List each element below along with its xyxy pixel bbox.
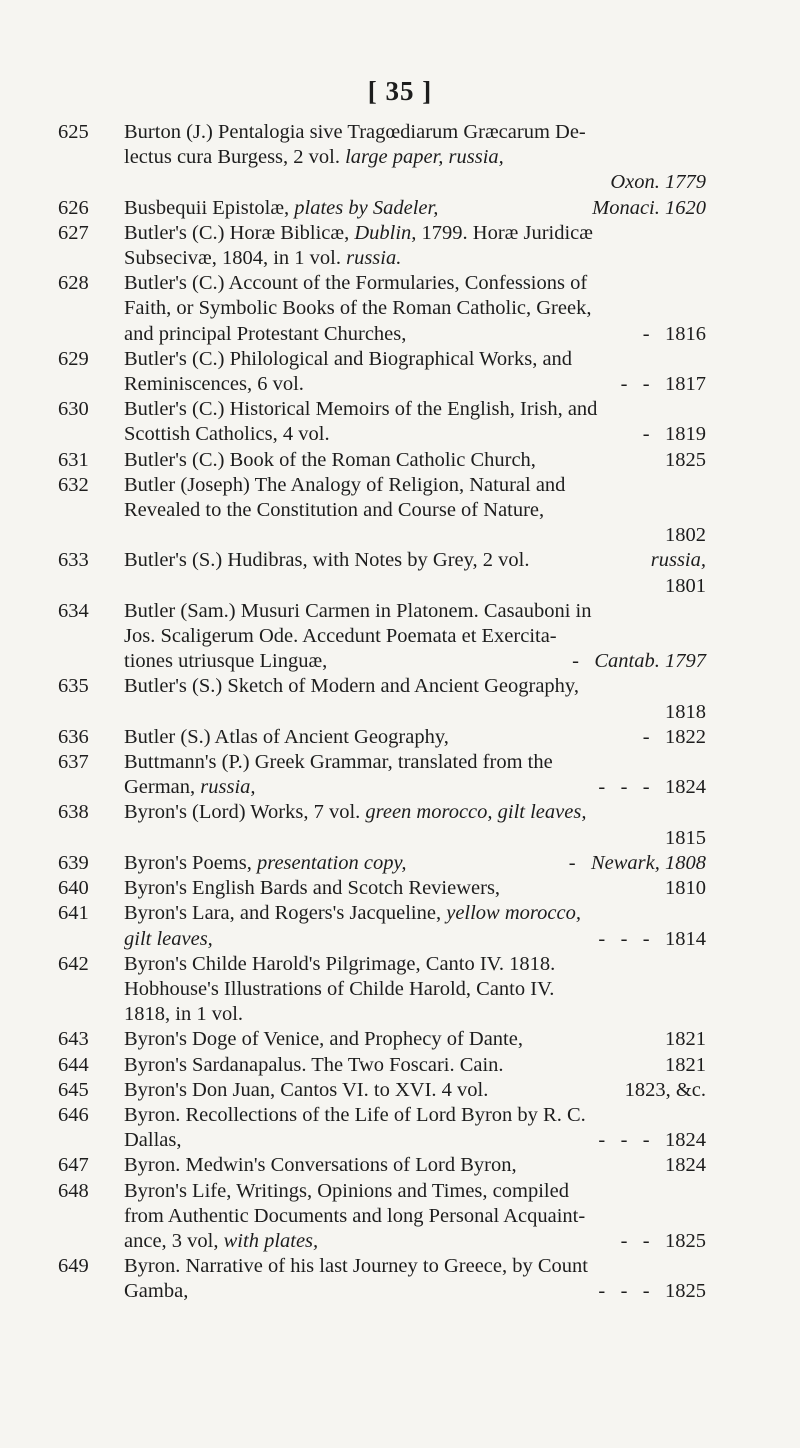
entry-line (124, 221, 706, 246)
entry-date: 1802 (665, 524, 706, 547)
list-item (58, 599, 706, 675)
list-item (58, 1103, 706, 1153)
entry-date: 1818 (665, 700, 706, 723)
lot-number: 647 (58, 1154, 89, 1177)
lot-number: 645 (58, 1078, 89, 1101)
entry-date: 1810 (665, 877, 706, 900)
entry-line (124, 1053, 706, 1078)
entry-date: - - - 1824 (598, 776, 706, 799)
entry-line (124, 800, 706, 825)
entry-text: German, (124, 776, 201, 799)
entry-line: Butler's (S.) Sketch of Modern and Ancient Geography, (124, 675, 579, 698)
list-item (58, 800, 706, 850)
entry-italic: russia, (650, 549, 706, 572)
entry-italic: large paper, russia, (345, 146, 504, 169)
entry-date: - Cantab. 1797 (572, 650, 706, 673)
entry-line: Burton (J.) Pentalogia sive Tragœdiarum Græcarum De- (124, 121, 586, 143)
entry-line: Byron. Narrative of his last Journey to Greece, by Count (124, 1255, 588, 1278)
lot-number: 633 (58, 549, 89, 572)
list-item (58, 750, 706, 800)
entry-line (124, 851, 706, 876)
entry-date: Oxon. 1779 (610, 171, 706, 194)
lot-number: 630 (58, 398, 89, 421)
entry-line (124, 649, 706, 674)
entry-line (124, 196, 706, 221)
entry-italic: russia. (346, 247, 402, 270)
entry-text: Byron's English Bards and Scotch Reviewers, (124, 877, 501, 900)
entry-line: Butler's (C.) Philological and Biographical Works, and (124, 347, 573, 370)
list-item (58, 1254, 706, 1304)
entry-line: Faith, or Symbolic Books of the Roman Catholic, Greek, (124, 297, 592, 320)
lot-number: 649 (58, 1255, 89, 1278)
entry-line: 1818, in 1 vol. (124, 1003, 244, 1026)
entry-date: - Newark, 1808 (568, 851, 706, 874)
entry-line: Jos. Scaligerum Ode. Accedunt Poemata et Exercita- (124, 625, 557, 648)
list-item (58, 674, 706, 724)
lot-number: 646 (58, 1103, 89, 1126)
entry-date: 1825 (665, 448, 706, 471)
entry-text: Byron's Don Juan, Cantos VI. to XVI. 4 vol. (124, 1078, 489, 1101)
entry-text: tiones utriusque Linguæ, (124, 650, 328, 673)
lot-number: 641 (58, 902, 89, 925)
lot-number: 638 (58, 801, 89, 824)
entry-italic: gilt leaves, (124, 927, 213, 950)
entry-text: ance, 3 vol, (124, 1229, 224, 1252)
entry-date: - 1819 (642, 423, 706, 446)
entry-date: - - - 1814 (598, 927, 706, 950)
entry-text: lectus cura Burgess, 2 vol. (124, 146, 346, 169)
entry-date: - - 1817 (620, 373, 706, 396)
list-item (58, 196, 706, 221)
entry-text: Butler's (C.) Book of the Roman Catholic Church, (124, 448, 536, 471)
entry-line (124, 1078, 706, 1103)
entry-date: 1821 (665, 1028, 706, 1051)
list-item (58, 397, 706, 447)
list-item (58, 1027, 706, 1052)
entry-italic: with plates, (223, 1229, 319, 1252)
lot-number: 636 (58, 725, 89, 748)
list-item (58, 347, 706, 397)
entry-date: 1823, &c. (624, 1078, 706, 1101)
entry-date: - - 1825 (620, 1229, 706, 1252)
list-item (58, 120, 706, 196)
entry-date: 1815 (665, 826, 706, 849)
list-item (58, 851, 706, 876)
entry-line (124, 1153, 706, 1178)
entry-text: 1799. Horæ Juridicæ (416, 221, 593, 244)
entry-line (124, 145, 706, 170)
entry-text: Butler's (C.) Horæ Biblicæ, (124, 221, 355, 244)
entry-text: Butler (S.) Atlas of Ancient Geography, (124, 725, 449, 748)
entry-date: - - - 1825 (598, 1280, 706, 1303)
list-item (58, 1078, 706, 1103)
entry-line (124, 1027, 706, 1052)
list-item (58, 448, 706, 473)
entry-line: Buttmann's (P.) Greek Grammar, translated from the (124, 751, 553, 774)
lot-number: 626 (58, 196, 89, 219)
lot-number: 632 (58, 473, 89, 496)
entry-text: Butler's (S.) Hudibras, with Notes by Grey, 2 vol. (124, 549, 530, 572)
list-item (58, 1153, 706, 1178)
list-item (58, 548, 706, 598)
entry-line: Butler (Joseph) The Analogy of Religion, Natural and (124, 473, 566, 496)
entry-line (124, 901, 706, 926)
entry-line (124, 422, 706, 447)
lot-number: 628 (58, 272, 89, 295)
entry-list (58, 120, 706, 1305)
entry-text: Subsecivæ, 1804, in 1 vol. (124, 247, 347, 270)
entry-text: Byron's Doge of Venice, and Prophecy of Dante, (124, 1028, 523, 1051)
list-item (58, 473, 706, 549)
entry-line (124, 1279, 706, 1304)
entry-line: Byron. Recollections of the Life of Lord Byron by R. C. (124, 1103, 586, 1126)
lot-number: 629 (58, 347, 89, 370)
entry-text: Reminiscences, 6 vol. (124, 373, 304, 396)
entry-text: Byron's Lara, and Rogers's Jacqueline, (124, 902, 447, 925)
entry-italic: yellow morocco, (446, 902, 581, 925)
entry-text: Scottish Catholics, 4 vol. (124, 423, 330, 446)
list-item (58, 1179, 706, 1255)
list-item (58, 271, 706, 347)
page-number: [ 35 ] (367, 76, 433, 106)
entry-line: Hobhouse's Illustrations of Childe Harold, Canto IV. (124, 977, 555, 1000)
entry-line (124, 876, 706, 901)
entry-text: Byron's Poems, (124, 851, 257, 874)
entry-line: Butler's (C.) Account of the Formularies, Confessions of (124, 272, 588, 295)
entry-line (124, 372, 706, 397)
entry-italic: presentation copy, (256, 851, 407, 874)
entry-text: Gamba, (124, 1280, 189, 1303)
entry-date: - 1816 (642, 322, 706, 345)
list-item (58, 876, 706, 901)
entry-line: Revealed to the Constitution and Course of Nature, (124, 499, 545, 522)
lot-number: 642 (58, 952, 89, 975)
list-item (58, 952, 706, 1028)
entry-italic: green morocco, gilt leaves, (365, 801, 587, 824)
lot-number: 648 (58, 1179, 89, 1202)
entry-italic: plates by Sadeler, (294, 196, 439, 219)
entry-line: from Authentic Documents and long Personal Acquaint- (124, 1204, 586, 1227)
list-item (58, 901, 706, 951)
entry-text: and principal Protestant Churches, (124, 322, 407, 345)
entry-text: Byron's Sardanapalus. The Two Foscari. Cain. (124, 1053, 504, 1076)
entry-line (124, 1128, 706, 1153)
entry-date: Monaci. 1620 (592, 196, 706, 219)
entry-text: Dallas, (124, 1129, 182, 1152)
entry-line: Butler's (C.) Historical Memoirs of the English, Irish, and (124, 398, 598, 421)
entry-date: - 1822 (642, 725, 706, 748)
entry-date: 1821 (665, 1053, 706, 1076)
lot-number: 639 (58, 851, 89, 874)
entry-date: - - - 1824 (598, 1129, 706, 1152)
list-item (58, 221, 706, 271)
entry-text: Byron. Medwin's Conversations of Lord Byron, (124, 1154, 517, 1177)
lot-number: 643 (58, 1028, 89, 1051)
entry-date: 1824 (665, 1154, 706, 1177)
entry-line (124, 170, 706, 195)
entry-line: Byron's Life, Writings, Opinions and Times, compiled (124, 1179, 569, 1202)
entry-line (124, 548, 706, 573)
lot-number: 634 (58, 599, 89, 622)
entry-italic: russia, (200, 776, 256, 799)
lot-number: 631 (58, 448, 89, 471)
entry-line: Byron's Childe Harold's Pilgrimage, Canto IV. 1818. (124, 952, 556, 975)
lot-number: 644 (58, 1053, 89, 1076)
lot-number: 637 (58, 751, 89, 774)
entry-line (124, 725, 706, 750)
entry-line (124, 775, 706, 800)
lot-number: 635 (58, 675, 89, 698)
list-item (58, 725, 706, 750)
entry-line (124, 448, 706, 473)
entry-text: Busbequii Epistolæ, (124, 196, 295, 219)
entry-line (124, 1229, 706, 1254)
entry-line (124, 927, 706, 952)
entry-italic: Dublin, (354, 221, 417, 244)
entry-date: 1801 (665, 574, 706, 597)
entry-line (124, 246, 706, 271)
lot-number: 625 (58, 121, 89, 143)
lot-number: 640 (58, 877, 89, 900)
entry-line (124, 322, 706, 347)
list-item (58, 1053, 706, 1078)
entry-text: Byron's (Lord) Works, 7 vol. (124, 801, 366, 824)
lot-number: 627 (58, 221, 89, 244)
entry-line: Butler (Sam.) Musuri Carmen in Platonem. Casauboni in (124, 599, 592, 622)
